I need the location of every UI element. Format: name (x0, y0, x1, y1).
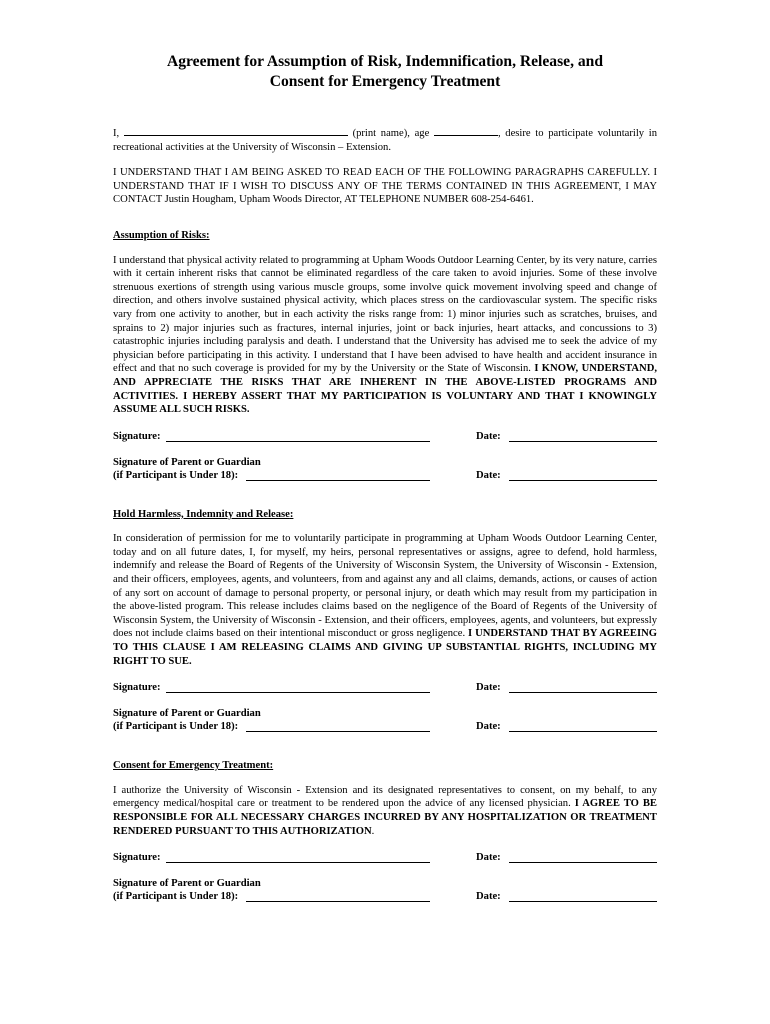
assumption-bold-text: I KNOW, UNDERSTAND, AND APPRECIATE THE RISKS THAT ARE INHERENT IN THE ABOVE-LISTED PROGRAMS AND ACTIVITIES. I HEREBY ASSERT THAT MY PARTICIPATION IS VOLUNTARY AND THAT I KNOWINGLY ASSUME ALL SUCH RISKS. (113, 363, 658, 416)
date-label: Date: (476, 430, 501, 442)
signature-field-2[interactable] (166, 692, 430, 693)
hold-harmless-body-text: In consideration of permission for me to voluntarily participate in programming at Upham Woods Outdoor Learning Center, today and on all future dates, I, for myself, my heirs, personal representatives or assigns, agree to defend, hold harmless, indemnify and release the Board of Regents of the University of Wisconsin System, the University of Wisconsin - Extension, and their officers, employees, agents, and volunteers, from and against any and all claims, demands, actions, or causes of action of any sort on account of damage to personal property, or personal injury, or death which may result from my participation in the above-listed program. This release includes claims based on the negligence of the Board of Regents of the University of Wisconsin System, the University of Wisconsin - Extension, and their officers, employees, agents, and volunteers, but expressly does not include claims based on their intentional misconduct or gross negligence. (113, 533, 657, 640)
date-label: Date: (476, 891, 501, 903)
guardian-label-line-1: Signature of Parent or Guardian (113, 878, 261, 890)
guardian-signature-field-1[interactable] (246, 480, 430, 481)
guardian-signature-field-3[interactable] (246, 901, 430, 902)
guardian-label-line-2: (if Participant is Under 18): (113, 891, 239, 903)
intro-prefix: I, (113, 128, 120, 139)
guardian-row-2 (113, 707, 657, 735)
hold-harmless-bold-text: I UNDERSTAND THAT BY AGREEING TO THIS CLAUSE I AM RELEASING CLAIMS AND GIVING UP SUBSTANTIAL RIGHTS, INCLUDING MY RIGHT TO SUE. (113, 628, 657, 667)
emergency-body-text: I authorize the University of Wisconsin - Extension and its designated representatives to consent, on my behalf, to any emergency medical/hospital care or treatment to be rendered upon the advice of any licensed physician. (113, 784, 657, 810)
emergency-treatment-heading: Consent for Emergency Treatment: (113, 760, 274, 772)
date-label: Date: (476, 682, 501, 694)
understand-paragraph: I UNDERSTAND THAT I AM BEING ASKED TO READ EACH OF THE FOLLOWING PARAGRAPHS CAREFULLY. I UNDERSTAND THAT IF I WISH TO DISCUSS ANY OF THE TERMS CONTAINED IN THIS AGREEMENT, I MAY CONTACT Justin Hougham, Upham Woods Director, AT TELEPHONE NUMBER 608-254-6461. (113, 167, 657, 206)
guardian-row-3 (113, 877, 657, 905)
signature-label: Signature: (113, 852, 161, 864)
guardian-signature-field-2[interactable] (246, 731, 430, 732)
hold-harmless-heading: Hold Harmless, Indemnity and Release: (113, 508, 294, 520)
guardian-label-line-2: (if Participant is Under 18): (113, 469, 239, 481)
assumption-of-risks-body (113, 254, 657, 417)
print-name-label: (print name), age (352, 128, 430, 139)
title-line-1: Agreement for Assumption of Risk, Indemnification, Release, and (166, 53, 604, 70)
signature-row-3 (113, 851, 657, 865)
emergency-bold-text: I AGREE TO BE RESPONSIBLE FOR ALL NECESSARY CHARGES INCURRED BY ANY HOSPITALIZATION OR TREATMENT RENDERED PURSUANT TO THIS AUTHORIZATION (113, 798, 657, 837)
guardian-label-line-1: Signature of Parent or Guardian (113, 708, 261, 720)
guardian-date-field-3[interactable] (509, 901, 657, 902)
signature-row-2 (113, 681, 657, 695)
signature-field-1[interactable] (166, 441, 430, 442)
date-field-1[interactable] (509, 441, 657, 442)
date-field-3[interactable] (509, 862, 657, 863)
assumption-body-text: I understand that physical activity related to programming at Upham Woods Outdoor Learning Center, by its very nature, carries with it certain inherent risks that cannot be eliminated regardless of the care taken to avoid injuries. Some of these involve strenuous exertions of strength using various muscle groups, some involve quick movement involving speed and change of direction, and others involve sustained physical activity, which places stress on the cardiovascular system. The specific risks vary from one activity to another, but in each activity the risks range from: 1) minor injuries such as scratches, bruises, and sprains to 2) major injuries such as fractures, internal injuries, joint or back injuries, heart attacks, and concussions to 3) catastrophic injuries including paralysis and death. I understand that the University has advised me to seek the advice of my physician before participating in this activity. I understand that I have been advised to have health and accident insurance in effect and that no such coverage is provided for my by the University or the State of Wisconsin. (113, 254, 657, 375)
guardian-date-field-1[interactable] (509, 480, 657, 481)
date-label: Date: (476, 721, 501, 733)
assumption-of-risks-heading: Assumption of Risks: (113, 229, 210, 241)
signature-row-1 (113, 430, 657, 444)
date-label: Date: (476, 852, 501, 864)
guardian-label-line-2: (if Participant is Under 18): (113, 721, 239, 733)
agreement-page (113, 52, 657, 905)
signature-label: Signature: (113, 430, 161, 442)
hold-harmless-body (113, 532, 657, 668)
signature-field-3[interactable] (166, 862, 430, 863)
guardian-date-field-2[interactable] (509, 731, 657, 732)
age-field[interactable] (434, 126, 498, 136)
intro-paragraph (113, 126, 657, 154)
date-field-2[interactable] (509, 692, 657, 693)
title-line-2: Consent for Emergency Treatment (269, 73, 501, 90)
date-label: Date: (476, 469, 501, 481)
emergency-treatment-body: I authorize the University of Wisconsin - Extension and its designated representatives to consent, on my behalf, to any emergency medical/hospital care or treatment to be rendered upon the advice of any licensed physician. I AGREE TO BE RESPONSIBLE FOR ALL NECESSARY CHARGES INCURRED BY ANY HOSPITALIZATION OR TREATMENT RENDERED PURSUANT TO THIS AUTHORIZATION. (113, 784, 657, 837)
print-name-field[interactable] (124, 126, 348, 136)
guardian-label-line-1: Signature of Parent or Guardian (113, 456, 261, 468)
document-title (113, 52, 657, 92)
signature-label: Signature: (113, 682, 161, 694)
guardian-row-1 (113, 456, 657, 484)
intro-suffix: , desire to participate voluntarily in recreational activities at the University of Wisconsin – Extension. (113, 128, 657, 153)
